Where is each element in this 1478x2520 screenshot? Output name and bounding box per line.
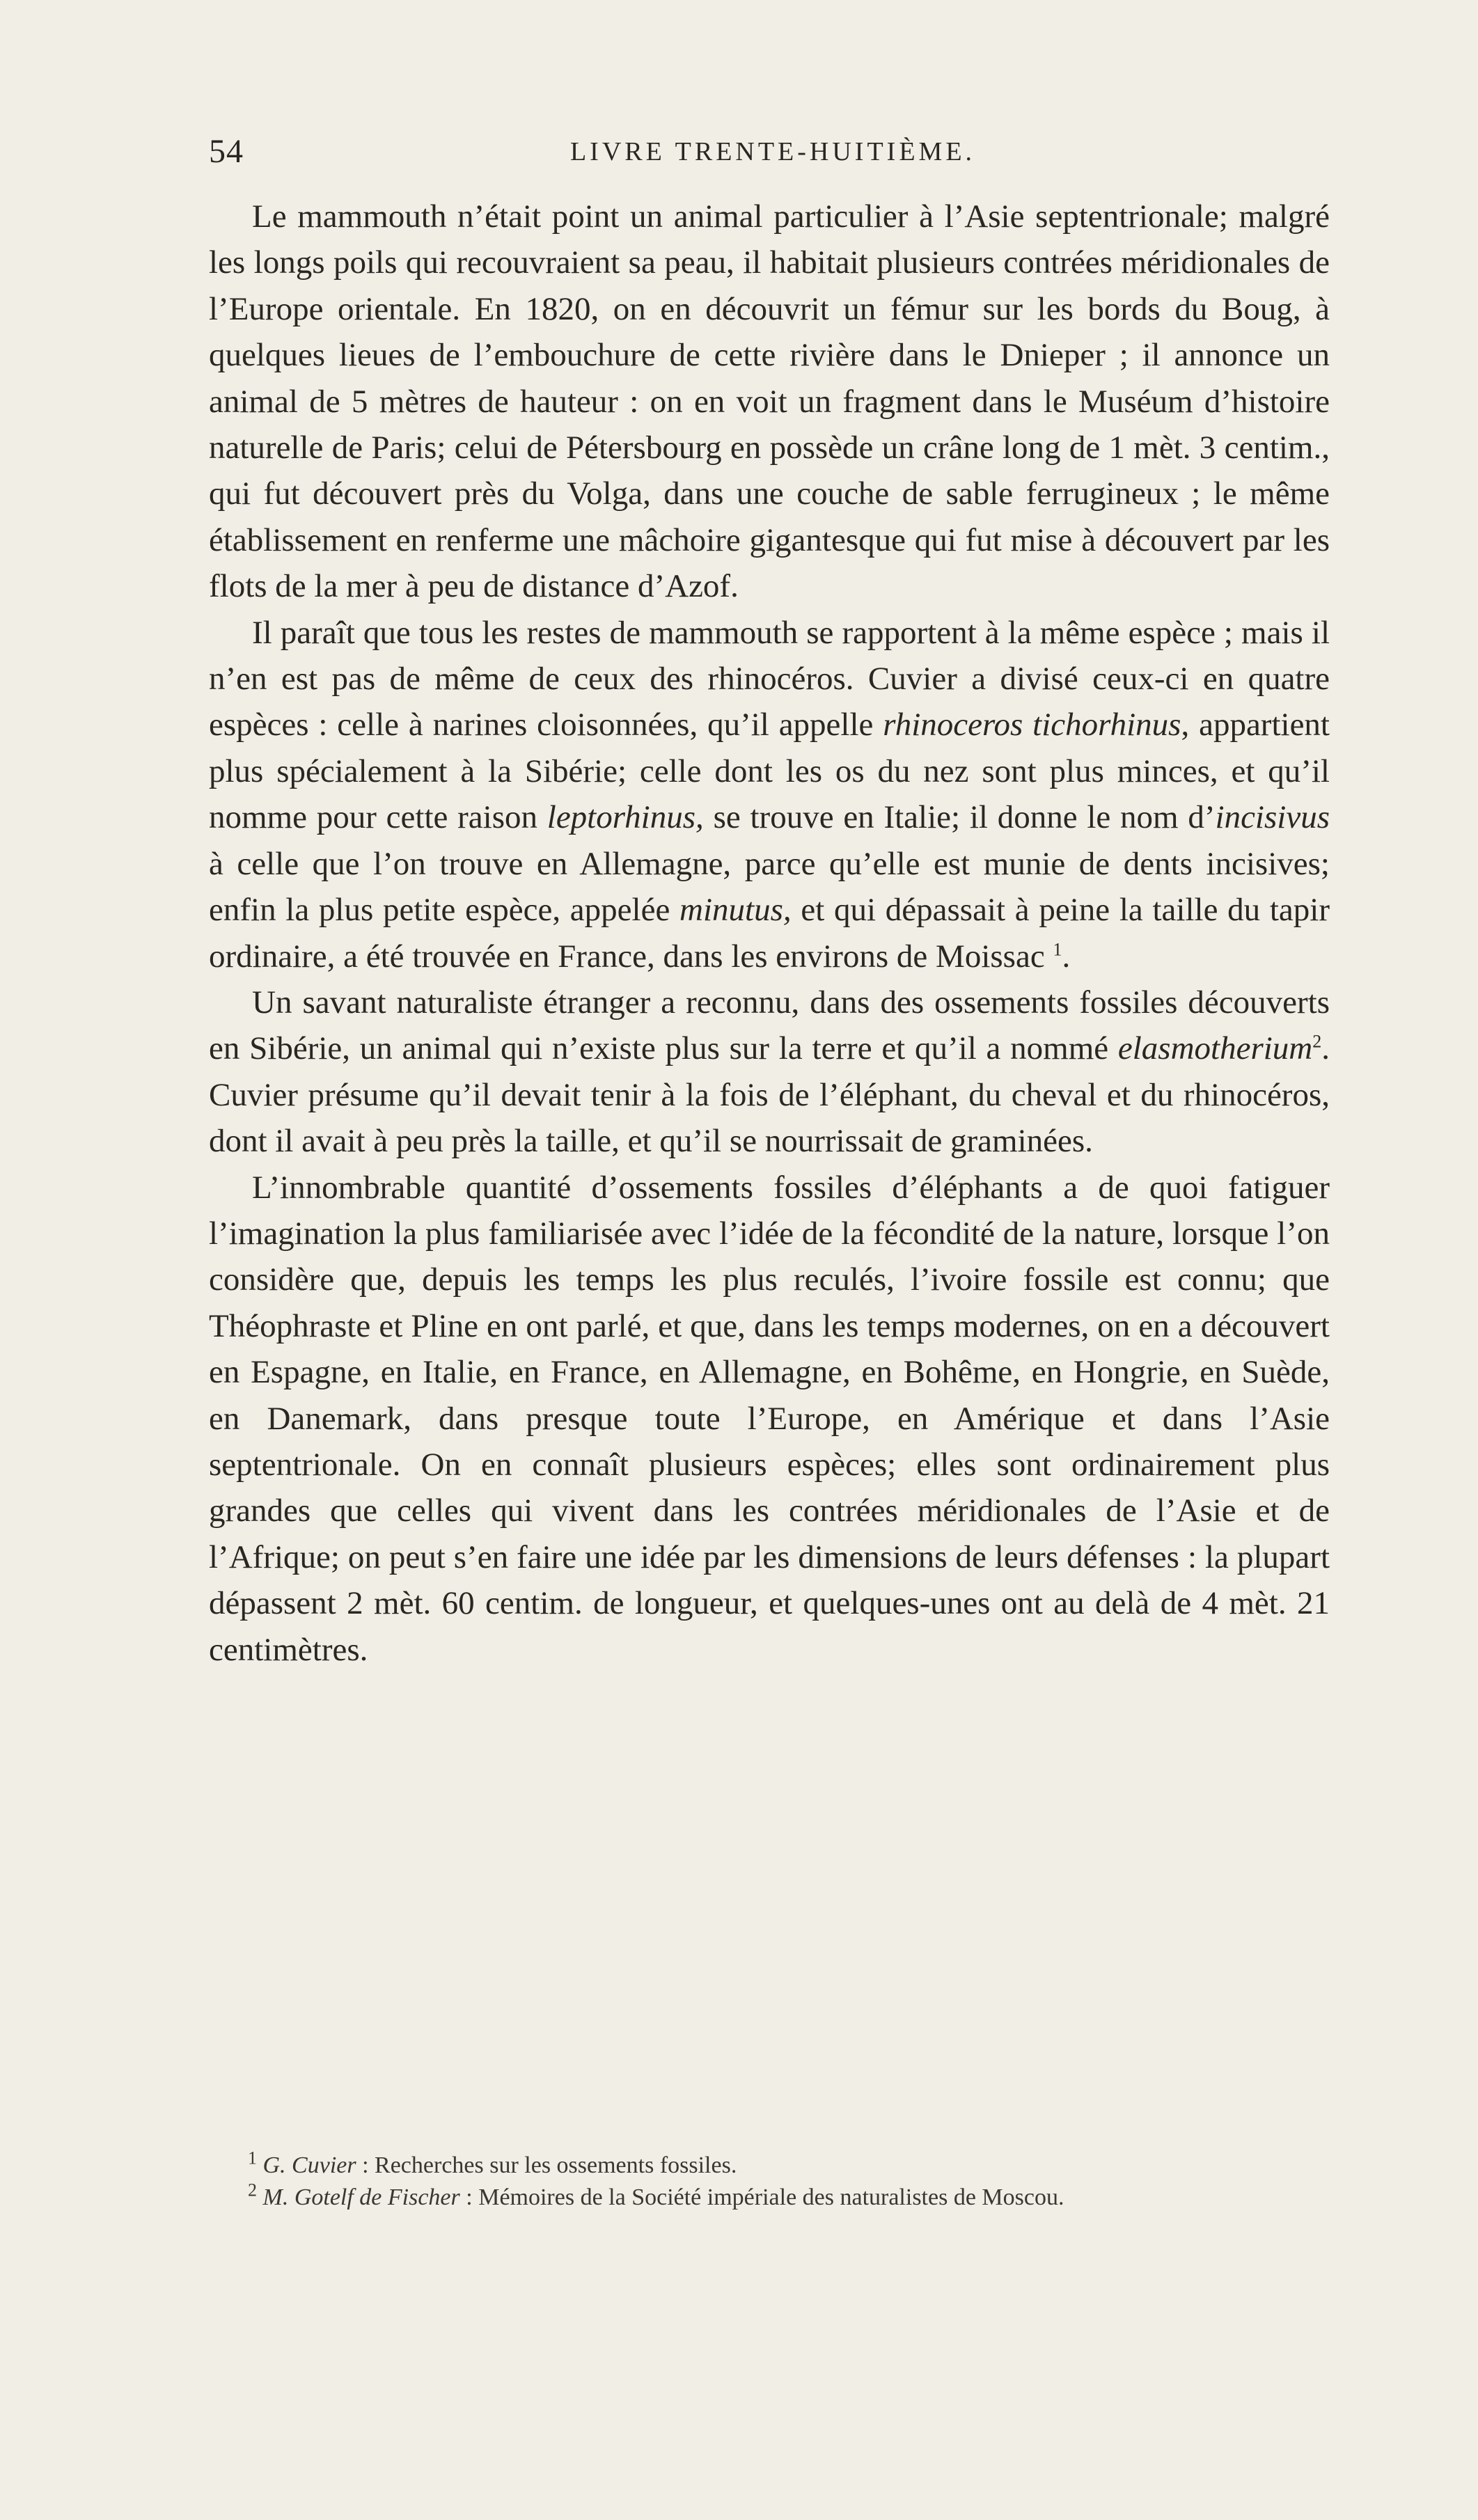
footnote-author: G. Cuvier: [262, 2152, 356, 2178]
species-name: incisivus: [1215, 799, 1330, 836]
footnote-text: : Mémoires de la Société impériale des naturalistes de Moscou.: [459, 2184, 1064, 2210]
footnote-ref: 1: [1053, 938, 1062, 959]
text-span: Un savant naturaliste étranger a reconnu, dans des ossements fossiles découverts en Sibérie, un animal qui n’existe plus sur la terre et qu’il a nommé: [209, 984, 1330, 1067]
paragraph-rhinoceros: [209, 610, 1330, 979]
text-span: Il paraît que tous les restes de mammouth se rapportent à la même espèce ; mais il n’en est pas de même de ceux des rhinocéros. Cuvier a divisé ceux-ci en quatre espèces : celle à narines cloisonnées, qu’il appelle: [209, 614, 1330, 743]
page-number: 54: [209, 133, 244, 170]
paragraph-ivoire: [209, 1165, 1330, 1673]
species-name: leptorhinus,: [547, 799, 704, 836]
footnote-ref: 2: [1312, 1031, 1322, 1052]
running-head: LIVRE TRENTE-HUITIÈME.: [569, 137, 976, 166]
text-span: et qui dépassait à peine la taille du tapir ordinaire, a été trouvée en France, dans les environs de Moissac: [209, 892, 1330, 975]
species-name: elasmotherium: [1117, 1030, 1313, 1067]
text-span: à celle que l’on trouve en Allemagne, parce qu’elle est munie de dents incisives; enfin la plus petite espèce, appelée: [209, 845, 1330, 929]
footnote-mark: 2: [248, 2180, 257, 2200]
footnote-mark: 1: [248, 2148, 257, 2168]
body-text: [209, 194, 1330, 1673]
species-name: minutus,: [679, 892, 792, 929]
species-name: rhinoceros tichorhinus: [883, 707, 1181, 743]
page-header: [209, 131, 1337, 173]
footnote: [248, 2150, 1334, 2182]
footnote-author: M. Gotelf de Fischer: [262, 2184, 460, 2210]
text-span: . Cuvier présume qu’il devait tenir à la fois de l’éléphant, du cheval et du rhinocéros, dont il avait à peu près la taille, et qu’il se nourrissait de graminées.: [209, 1030, 1330, 1160]
footnote-text: : Recherches sur les ossements fossiles.: [356, 2152, 737, 2178]
text-span: , appartient plus spécialement à la Sibérie; celle dont les os du nez sont plus minces, et qu’il nomme pour cette raison: [209, 707, 1330, 836]
text-span: se trouve en Italie; il donne le nom d’: [703, 799, 1216, 836]
paragraph-elasmotherium: [209, 979, 1330, 1165]
paragraph-mammouth: [209, 194, 1330, 610]
text-span: L’innombrable quantité d’ossements fossiles d’éléphants a de quoi fatiguer l’imagination la plus familiarisée avec l’idée de la fécondité de la nature, lorsque l’on considère que, depuis les temps les plus reculés, l’ivoire fossile est connu; que Théophraste et Pline en ont parlé, et que, dans les temps modernes, on en a découvert en Espagne, en Italie, en France, en Allemagne, en Bohême, en Hongrie, en Suède, en Danemark, dans presque toute l’Europe, en Amérique et dans l’Asie septentrionale. On en connaît plusieurs espèces; elles sont ordinairement plus grandes que celles qui vivent dans les contrées méridionales de l’Asie et de l’Afrique; on peut s’en faire une idée par les dimensions de leurs défenses : la plupart dépassent 2 mèt. 60 centim. de longueur, et quelques-unes ont au delà de 4 mèt. 21 centimètres.: [209, 1169, 1330, 1668]
text-span: Le mammouth n’était point un animal particulier à l’Asie septentrionale; malgré les longs poils qui recouvraient sa peau, il habitait plusieurs contrées méridionales de l’Europe orientale. En 1820, on en découvrit un fémur sur les bords du Boug, à quelques lieues de l’embouchure de cette rivière dans le Dnieper ; il annonce un animal de 5 mètres de hauteur : on en voit un fragment dans le Muséum d’histoire naturelle de Paris; celui de Pétersbourg en possède un crâne long de 1 mèt. 3 centim., qui fut découvert près du Volga, dans une couche de sable ferrugineux ; le même établissement en renferme une mâchoire gigantesque qui fut mise à découvert par les flots de la mer à peu de distance d’Azof.: [209, 198, 1330, 605]
text-span: .: [1062, 938, 1071, 975]
footnote: [248, 2182, 1334, 2214]
footnotes: [248, 2150, 1334, 2214]
